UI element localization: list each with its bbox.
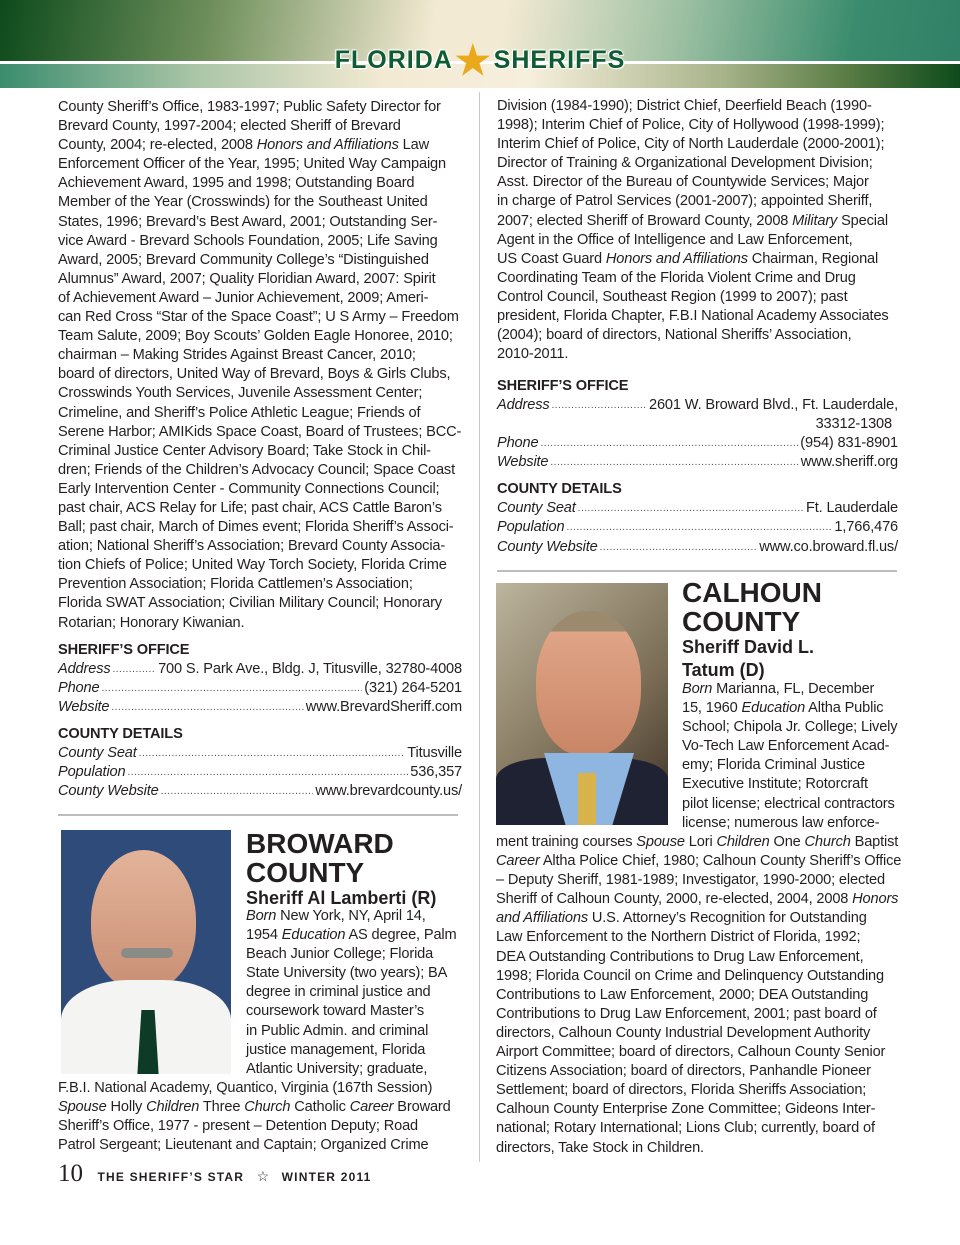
text-line <box>682 756 912 775</box>
text-line <box>58 1117 468 1136</box>
text-run: New York, NY, April 14, <box>276 908 426 924</box>
info-value: 2601 W. Broward Blvd., Ft. Lauderdale, <box>648 397 898 413</box>
text-run: Team Salute, 2009; Boy Scouts’ Golden Eagle Honoree, 2010; <box>58 328 453 345</box>
text-run: AS degree, Palm <box>345 927 457 944</box>
info-label: Phone <box>497 435 539 452</box>
page-footer <box>58 1160 372 1188</box>
broward-bio-wide <box>58 1079 468 1155</box>
text-run: past chair, ACS Relay for Life; past chair, ACS Cattle Baron’s <box>58 499 442 516</box>
page-number: 10 <box>58 1160 83 1187</box>
magazine-name: THE SHERIFF’S STAR <box>97 1170 245 1184</box>
text-line <box>58 117 468 136</box>
county-title-line: COUNTY <box>246 857 365 888</box>
text-line <box>58 365 468 384</box>
leader-dots <box>540 434 798 453</box>
broward-sheriffs-office <box>497 377 898 557</box>
info-label: Population <box>58 764 126 781</box>
text-run: Lori <box>684 834 717 850</box>
text-line <box>496 833 910 852</box>
info-value: (954) 831-8901 <box>800 435 898 452</box>
column-divider <box>479 92 480 1162</box>
text-line <box>496 1139 910 1158</box>
text-run: Division (1984-1990); District Chief, Deerfield Beach (1990- <box>497 98 872 114</box>
text-line <box>682 775 912 794</box>
italic-label: Church <box>244 1099 291 1116</box>
italic-label: Church <box>804 834 851 850</box>
leader-dots <box>552 396 647 415</box>
brevard-bio <box>58 98 468 633</box>
text-run: State University (two years); BA <box>246 965 448 982</box>
italic-label: Honors <box>852 891 899 908</box>
text-line <box>496 852 910 871</box>
text-run: emy; Florida Criminal Justice <box>682 757 865 774</box>
info-label: Website <box>58 699 110 716</box>
text-run: Crimeline, and Sheriff’s Police Athletic League; Friends of <box>58 404 421 421</box>
info-value: Titusville <box>407 745 462 762</box>
text-run: Florida SWAT Association; Civilian Military Council; Honorary <box>58 595 442 612</box>
text-run: president, Florida Chapter, F.B.I National Academy Associates <box>497 308 889 325</box>
info-value-continued: 33312-1308 <box>815 416 892 433</box>
info-value: www.sheriff.org <box>800 454 898 471</box>
text-run: Control Council, Southeast Region (1999 to 2007); past <box>497 288 848 305</box>
text-line <box>496 1119 910 1138</box>
text-run: Chairman, Regional <box>747 250 879 267</box>
county-title-line: COUNTY <box>682 606 801 637</box>
text-line <box>58 423 468 442</box>
text-line <box>497 192 909 211</box>
text-line <box>496 1062 910 1081</box>
text-run: Holly <box>106 1099 147 1116</box>
text-run: directors, Calhoun County Industrial Development Authority <box>496 1024 871 1041</box>
info-label: County Website <box>497 538 598 555</box>
county-title-line: BROWARD <box>246 828 394 859</box>
text-line <box>246 907 466 926</box>
text-run: Award, 2005; Brevard Community College’s “Distinguished <box>58 251 429 268</box>
text-run: Agent in the Office of Intelligence and Law Enforcement, <box>497 231 853 248</box>
text-line <box>58 251 468 270</box>
text-run: Prevention Association; Florida Cattlemen’s Association; <box>58 576 413 593</box>
info-row <box>58 782 462 801</box>
masthead-florida: FLORIDA <box>334 46 453 74</box>
masthead-sheriffs: SHERIFFS <box>493 46 626 74</box>
text-line <box>496 909 910 928</box>
text-run: dren; Friends of the Children’s Advocacy Council; Space Coast <box>58 461 455 478</box>
leader-dots <box>600 538 758 557</box>
text-line <box>497 97 909 116</box>
text-line <box>246 945 466 964</box>
text-run: in Public Admin. and criminal <box>246 1022 429 1039</box>
info-value: 536,357 <box>410 764 462 781</box>
leader-dots <box>550 453 798 472</box>
text-line <box>682 680 912 699</box>
calhoun-sheriff-name <box>682 636 814 682</box>
text-run: F.B.I. National Academy, Quantico, Virginia (167th Session) <box>58 1080 433 1096</box>
text-line <box>246 1002 466 1021</box>
text-run: directors, Take Stock in Children. <box>496 1139 704 1156</box>
info-value: www.BrevardSheriff.com <box>305 699 462 716</box>
text-run: Early Intervention Center - Community Connections Council; <box>58 480 440 497</box>
text-run: Patrol Sergeant; Lieutenant and Captain; Organized Crime <box>58 1137 429 1154</box>
info-row <box>58 660 462 679</box>
text-run: Broward <box>393 1099 451 1116</box>
text-run: pilot license; electrical contractors <box>682 795 895 812</box>
text-line <box>58 346 468 365</box>
info-row <box>58 744 462 763</box>
text-run: license; numerous law enforce- <box>682 814 880 831</box>
text-run: 1998; Florida Council on Crime and Delinquency Outstanding <box>496 967 884 984</box>
text-run: coursework toward Master’s <box>246 1003 425 1020</box>
text-line <box>497 307 909 326</box>
text-line <box>682 718 912 737</box>
text-line <box>58 270 468 289</box>
text-line <box>246 1022 466 1041</box>
text-run: Vo-Tech Law Enforcement Acad- <box>682 738 890 755</box>
text-line <box>58 442 468 461</box>
text-run: Crosswinds Youth Services, Juvenile Assessment Center; <box>58 385 423 402</box>
text-run: Settlement; board of directors, Florida Sheriffs Association; <box>496 1082 867 1099</box>
text-run: Airport Committee; board of directors, Calhoun County Senior <box>496 1044 886 1061</box>
info-row <box>58 679 462 698</box>
text-run: Calhoun County Enterprise Zone Committee; Gideons Inter- <box>496 1101 876 1118</box>
text-line <box>682 814 912 833</box>
info-row <box>58 763 462 782</box>
text-line <box>496 1081 910 1100</box>
leader-dots <box>139 744 406 763</box>
text-line <box>497 154 909 173</box>
text-run: 2010-2011. <box>497 346 569 363</box>
text-run: School; Chipola Jr. College; Lively <box>682 719 898 736</box>
brevard-sheriffs-office <box>58 641 462 802</box>
italic-label: Military <box>792 212 838 229</box>
text-run: Serene Harbor; AMIKids Space Coast, Board of Trustees; BCC- <box>58 423 462 440</box>
text-line <box>58 518 468 537</box>
text-line <box>496 1024 910 1043</box>
text-line <box>58 480 468 499</box>
text-line <box>497 231 909 250</box>
text-line <box>58 193 468 212</box>
text-line <box>58 174 468 193</box>
text-line <box>497 288 909 307</box>
text-run: chairman – Making Strides Against Breast Cancer, 2010; <box>58 347 416 364</box>
info-value: www.co.broward.fl.us/ <box>759 538 898 555</box>
calhoun-bio-wide <box>496 833 910 1158</box>
text-line <box>496 1100 910 1119</box>
text-run: Executive Institute; Rotorcraft <box>682 776 868 793</box>
info-label: Address <box>58 661 111 677</box>
italic-label: Children <box>716 834 770 850</box>
sheriff-tatum-photo <box>496 583 668 825</box>
text-run: Baptist <box>850 834 899 850</box>
text-line <box>496 1005 910 1024</box>
info-row <box>497 453 898 472</box>
section-heading: COUNTY DETAILS <box>58 726 183 743</box>
text-line <box>682 795 912 814</box>
text-line <box>496 967 910 986</box>
text-line <box>58 575 468 594</box>
text-run: Rotarian; Honorary Kiwanian. <box>58 614 245 631</box>
sheriff-lamberti-photo <box>61 830 231 1074</box>
text-line <box>246 1041 466 1060</box>
text-run: of Achievement Award – Junior Achievement, 2009; Ameri- <box>58 289 429 306</box>
leader-dots <box>113 660 157 679</box>
text-line <box>246 964 466 983</box>
text-line <box>246 926 466 945</box>
text-run: 15, 1960 <box>682 700 742 717</box>
info-label: Population <box>497 519 565 536</box>
text-line <box>682 737 912 756</box>
star-icon: ☆ <box>256 1168 270 1184</box>
info-row <box>497 434 898 453</box>
info-row <box>497 538 898 557</box>
broward-sheriff-name: Sheriff Al Lamberti (R) <box>246 888 437 908</box>
section-rule <box>58 814 458 816</box>
text-line <box>496 890 910 909</box>
info-value: 700 S. Park Ave., Bldg. J, Titusville, 32780-4008 <box>158 661 462 677</box>
text-run: Coordinating Team of the Florida Violent Crime and Drug <box>497 269 856 286</box>
text-line <box>497 326 909 345</box>
text-run: Achievement Award, 1995 and 1998; Outstanding Board <box>58 175 415 192</box>
text-line <box>496 986 910 1005</box>
text-run: Marianna, FL, December <box>712 681 875 697</box>
italic-label: Education <box>281 927 346 944</box>
text-run: Special <box>837 212 888 229</box>
italic-label: Education <box>741 700 806 717</box>
italic-label: Spouse <box>636 834 685 850</box>
leader-dots <box>566 518 832 537</box>
text-run: County, 2004; re-elected, 2008 <box>58 137 257 154</box>
text-run: Enforcement Officer of the Year, 1995; United Way Campaign <box>58 156 446 173</box>
text-run: Asst. Director of the Bureau of Countywide Services; Major <box>497 174 869 191</box>
text-run: Contributions to Drug Law Enforcement, 2001; past board of <box>496 1005 877 1022</box>
text-line <box>58 594 468 613</box>
text-line <box>58 98 468 117</box>
text-run: Brevard County, 1997-2004; elected Sheriff of Brevard <box>58 118 401 135</box>
text-line <box>58 499 468 518</box>
info-value: 1,766,476 <box>834 519 898 536</box>
italic-label: Born <box>682 681 713 697</box>
text-run: national; Rotary International; Lions Club; currently, board of <box>496 1120 875 1137</box>
text-line <box>497 173 909 192</box>
text-line <box>58 308 468 327</box>
leader-dots <box>101 679 362 698</box>
text-line <box>58 556 468 575</box>
info-value: www.brevardcounty.us/ <box>315 783 462 800</box>
text-line <box>58 136 468 155</box>
text-run: U.S. Attorney’s Recognition for Outstanding <box>587 910 867 927</box>
text-run: Alumnus” Award, 2007; Quality Floridian Award, 2007: Spirit <box>58 270 436 287</box>
text-run: tion Chiefs of Police; United Way Torch Society, Florida Crime <box>58 557 447 574</box>
text-line <box>58 404 468 423</box>
text-run: Citizens Association; board of directors, Panhandle Pioneer <box>496 1063 871 1080</box>
text-line <box>58 289 468 308</box>
text-run: degree in criminal justice and <box>246 984 431 1001</box>
text-line <box>246 1060 466 1079</box>
text-run: States, 1996; Brevard’s Best Award, 2001; Outstanding Ser- <box>58 213 438 230</box>
info-row <box>58 698 462 717</box>
text-run: Three <box>199 1099 245 1116</box>
info-label: County Seat <box>497 500 576 517</box>
text-run: – Deputy Sheriff, 1981-1989; Investigator, 1990-2000; elected <box>496 872 885 889</box>
text-run: justice management, Florida <box>246 1041 426 1058</box>
calhoun-county-title <box>682 578 822 636</box>
text-line <box>497 116 909 135</box>
italic-label: Spouse <box>58 1099 107 1116</box>
issue-date: WINTER 2011 <box>281 1170 372 1184</box>
text-run: 1998); Interim Chief of Police, City of Hollywood (1998-1999); <box>497 117 885 134</box>
info-label: Address <box>497 397 550 413</box>
text-line <box>58 213 468 232</box>
text-line <box>58 1079 468 1098</box>
text-run: Beach Junior College; Florida <box>246 946 434 963</box>
text-run: Atlantic University; graduate, <box>246 1060 428 1077</box>
text-line <box>496 1043 910 1062</box>
text-line <box>496 928 910 947</box>
text-run: Director of Training & Organizational Development Division; <box>497 155 873 172</box>
text-run: (2004); board of directors, National Sheriffs’ Association, <box>497 327 852 344</box>
italic-label: Children <box>146 1099 200 1116</box>
leader-dots <box>111 698 303 717</box>
text-run: Sheriff of Calhoun County, 2000, re-elected, 2004, 2008 <box>496 891 853 908</box>
section-rule <box>497 570 897 572</box>
text-run: Catholic <box>290 1099 350 1116</box>
italic-label: and Affiliations <box>496 910 588 927</box>
text-run: board of directors, United Way of Brevard, Boys & Girls Clubs, <box>58 366 451 383</box>
text-run: Altha Public <box>805 700 884 717</box>
text-run: US Coast Guard <box>497 250 606 267</box>
star-icon: ★ <box>454 39 492 83</box>
info-row <box>497 499 898 518</box>
text-line <box>58 461 468 480</box>
leader-dots <box>578 499 804 518</box>
text-run: Sheriff’s Office, 1977 - present – Detention Deputy; Road <box>58 1118 419 1135</box>
info-value: (321) 264-5201 <box>364 680 462 697</box>
section-heading: SHERIFF’S OFFICE <box>497 378 629 394</box>
text-run: 1954 <box>246 927 282 944</box>
text-run: DEA Outstanding Contributions to Drug Law Enforcement, <box>496 948 864 965</box>
info-label: Website <box>497 454 549 471</box>
sheriff-name-line: Sheriff David L. <box>682 637 815 657</box>
info-label: Phone <box>58 680 100 697</box>
text-line <box>58 327 468 346</box>
text-run: can Red Cross “Star of the Space Coast”; U S Army – Freedom <box>58 309 459 326</box>
italic-label: Born <box>246 908 277 924</box>
text-run: vice Award - Brevard Schools Foundation, 2005; Life Saving <box>58 232 438 249</box>
text-run: Law <box>398 137 429 154</box>
text-run: Altha Police Chief, 1980; Calhoun County Sheriff’s Office <box>539 853 902 870</box>
info-label: County Website <box>58 783 159 800</box>
text-line <box>497 250 909 269</box>
text-run: Interim Chief of Police, City of North Lauderdale (2000-2001); <box>497 136 885 153</box>
text-line <box>497 345 909 364</box>
info-value: Ft. Lauderdale <box>805 500 898 517</box>
text-line <box>246 983 466 1002</box>
masthead-title <box>0 38 960 84</box>
text-line <box>58 614 468 633</box>
text-line <box>58 1098 468 1117</box>
leader-dots <box>161 782 314 801</box>
calhoun-bio-narrow <box>682 680 912 833</box>
text-run: Law Enforcement to the Northern District of Florida, 1992; <box>496 929 861 946</box>
broward-county-title <box>246 829 394 887</box>
text-line <box>497 269 909 288</box>
text-line <box>496 871 910 890</box>
text-line <box>497 212 909 231</box>
info-row <box>497 396 898 415</box>
sheriff-name-line: Tatum (D) <box>682 660 765 680</box>
section-heading: COUNTY DETAILS <box>497 481 622 498</box>
text-run: One <box>769 834 805 850</box>
text-line <box>58 155 468 174</box>
county-title-line: CALHOUN <box>682 577 822 608</box>
text-run: Criminal Justice Center Advisory Board; Take Stock in Chil- <box>58 442 431 459</box>
text-line <box>496 948 910 967</box>
text-run: Ball; past chair, March of Dimes event; Florida Sheriff’s Associ- <box>58 519 454 536</box>
text-run: ment training courses <box>496 834 637 850</box>
section-heading: SHERIFF’S OFFICE <box>58 642 190 658</box>
italic-label: Career <box>496 853 540 870</box>
text-run: in charge of Patrol Services (2001-2007); appointed Sheriff, <box>497 193 873 210</box>
info-label: County Seat <box>58 745 137 762</box>
broward-bio-continued <box>497 97 909 364</box>
text-line <box>682 699 912 718</box>
text-run: Contributions to Law Enforcement, 2000; DEA Outstanding <box>496 986 869 1003</box>
broward-bio-narrow <box>246 907 466 1079</box>
text-run: ation; National Sheriff’s Association; Brevard County Associa- <box>58 538 446 555</box>
text-line <box>497 135 909 154</box>
text-line <box>58 1136 468 1155</box>
italic-label: Career <box>349 1099 394 1116</box>
text-run: Member of the Year (Crosswinds) for the Southeast United <box>58 194 428 211</box>
info-row <box>497 518 898 537</box>
text-run: 2007; elected Sheriff of Broward County, 2008 <box>497 212 793 229</box>
italic-label: Honors and Affiliations <box>256 137 399 154</box>
leader-dots <box>127 763 408 782</box>
text-line <box>58 537 468 556</box>
italic-label: Honors and Affiliations <box>605 250 748 267</box>
text-run: County Sheriff’s Office, 1983-1997; Public Safety Director for <box>58 99 441 115</box>
text-line <box>58 384 468 403</box>
text-line <box>58 232 468 251</box>
